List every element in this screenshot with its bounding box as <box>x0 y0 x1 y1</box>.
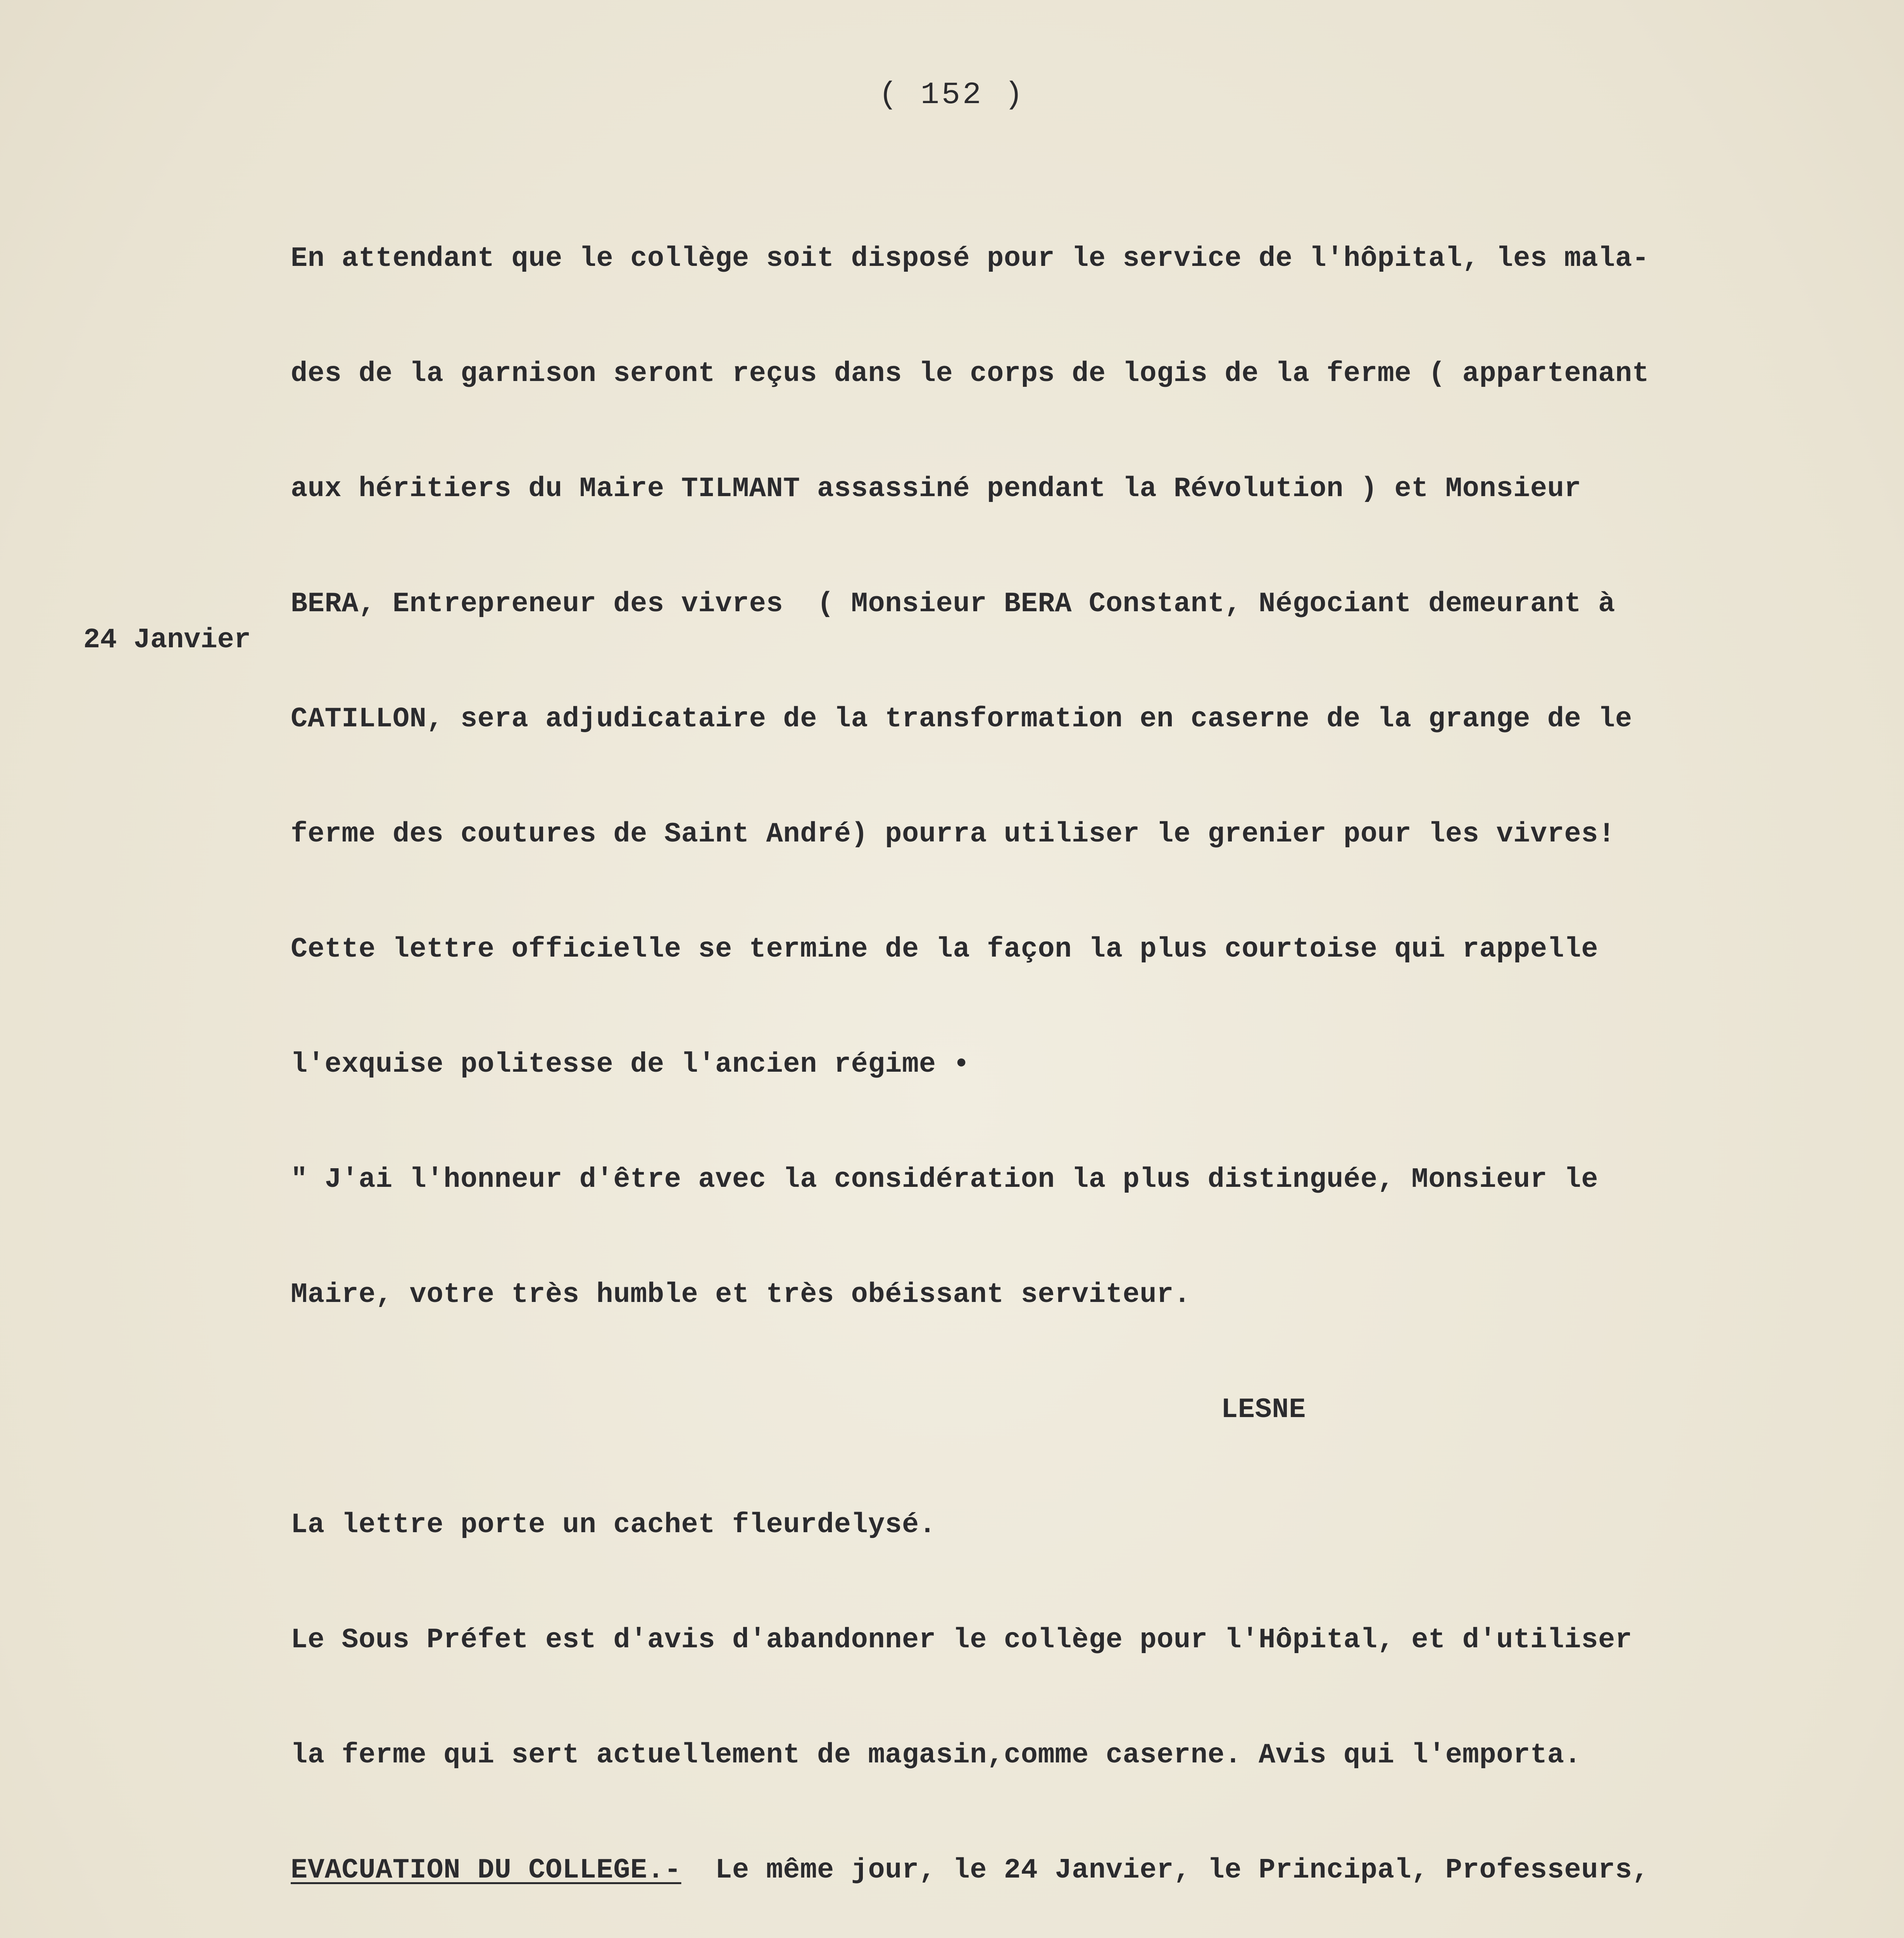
text-line: des de la garnison seront reçus dans le corps de logis de la ferme ( appartenant <box>291 358 1649 390</box>
text-line: Maire, votre très humble et très obéissant serviteur. <box>291 1279 1191 1310</box>
text-line: Cette lettre officielle se termine de la façon la plus courtoise qui rappelle <box>291 933 1599 965</box>
text-line: CATILLON, sera adjudicataire de la transformation en caserne de la grange de le <box>291 703 1632 735</box>
text-line: la ferme qui sert actuellement de magasin,comme caserne. Avis qui l'emporta. <box>291 1739 1581 1771</box>
text-line: La lettre porte un cachet fleurdelysé. <box>291 1509 936 1541</box>
section-heading: EVACUATION DU COLLEGE.- <box>291 1854 681 1886</box>
typed-body-text <box>291 163 1880 1938</box>
text-line: Le Sous Préfet est d'avis d'abandonner le collège pour l'Hôpital, et d'utiliser <box>291 1624 1632 1656</box>
text-line: BERA, Entrepreneur des vivres ( Monsieur BERA Constant, Négociant demeurant à <box>291 588 1615 620</box>
text-line: En attendant que le collège soit disposé pour le service de l'hôpital, les mala- <box>291 243 1649 274</box>
page-number: ( 152 ) <box>878 78 1026 113</box>
text-line: ferme des coutures de Saint André) pourra utiliser le grenier pour les vivres! <box>291 818 1615 850</box>
margin-note-date: 24 Janvier <box>83 624 251 656</box>
signature-line: LESNE <box>1221 1394 1306 1426</box>
section-heading-line: EVACUATION DU COLLEGE.- Le même jour, le 24 Janvier, le Principal, Professeurs, <box>291 1854 1649 1886</box>
text-line: l'exquise politesse de l'ancien régime • <box>291 1048 970 1080</box>
text-line: aux héritiers du Maire TILMANT assassiné pendant la Révolution ) et Monsieur <box>291 473 1581 505</box>
text-line: " J'ai l'honneur d'être avec la considération la plus distinguée, Monsieur le <box>291 1164 1599 1195</box>
